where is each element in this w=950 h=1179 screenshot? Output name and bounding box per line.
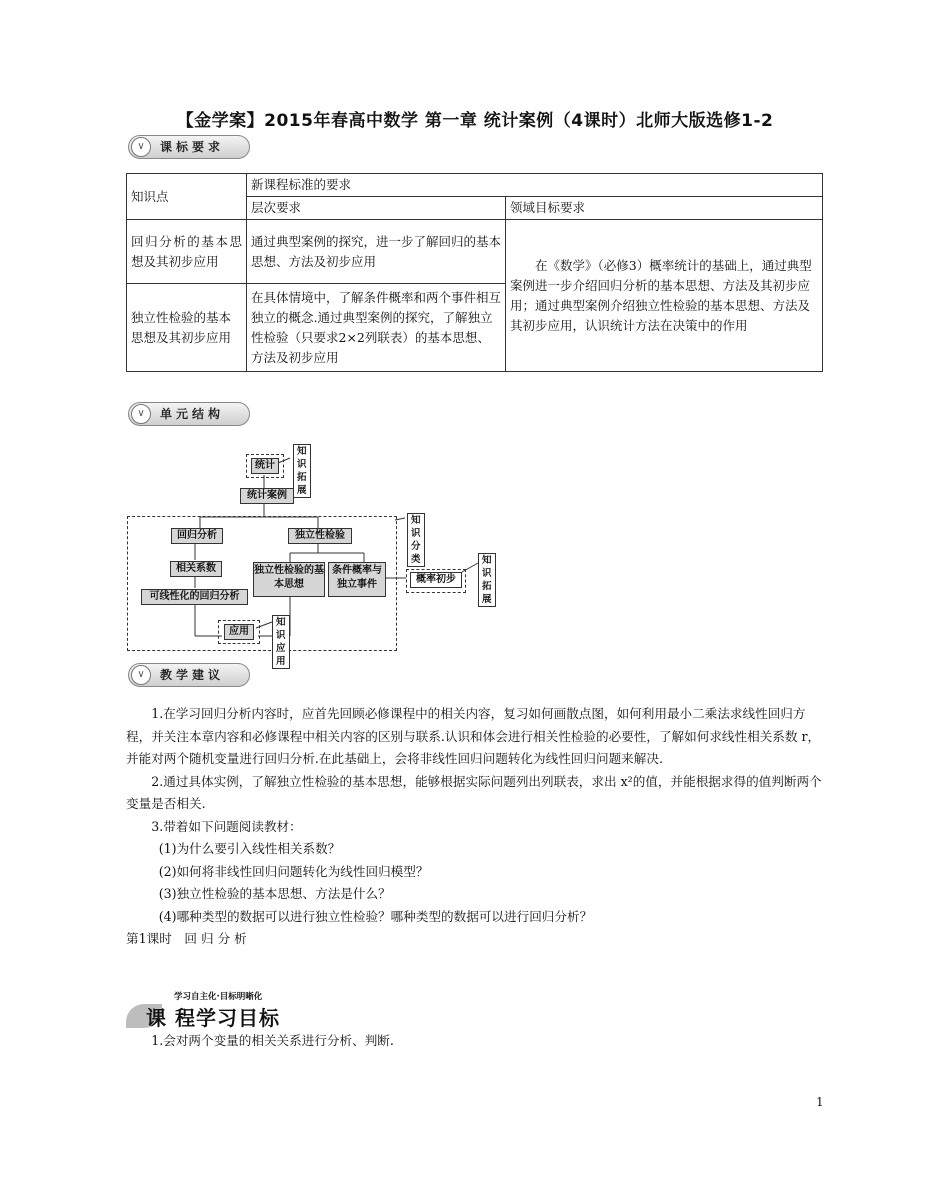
node-xiangguan: 相关系数: [170, 561, 222, 577]
chevron-down-icon: ∨: [131, 404, 151, 424]
tag-knowledge-extension-2: 知识拓展: [478, 553, 496, 607]
tag-knowledge-application: 知识应用: [272, 615, 290, 669]
question-2: (2)如何将非线性回归问题转化为线性回归模型？: [158, 863, 429, 879]
question-4: (4)哪种类型的数据可以进行独立性检验？哪种类型的数据可以进行回归分析？: [158, 908, 593, 924]
section-banner-kebiao: ∨ 课标要求: [128, 135, 250, 159]
table-cell-point-2: 独立性检验的基本思想及其初步应用: [127, 284, 247, 372]
node-tiaojian: 条件概率与独立事件: [328, 562, 386, 597]
node-duli-sixiang: 独立性检验的基本思想: [253, 562, 325, 597]
table-cell-domain-goal: 在《数学》（必修3）概率统计的基础上，通过典型案例进一步介绍回归分析的基本思想、方法及其初步应用；通过典型案例介绍独立性检验的基本思想、方法及其初步应用，认识统计方法在决策中的作用: [506, 220, 823, 372]
table-header-point: 知识点: [127, 174, 247, 220]
section-banner-jiaoxue: ∨ 教学建议: [128, 663, 250, 687]
node-kexianxing: 可线性化的回归分析: [141, 589, 248, 605]
question-3: (3)独立性检验的基本思想、方法是什么？: [158, 886, 391, 901]
chevron-down-icon: ∨: [131, 665, 151, 685]
node-tongji-anli: 统计案例: [240, 488, 294, 504]
goal-1: 1.会对两个变量的相关关系进行分析、判断.: [151, 1033, 394, 1048]
learning-goals-banner: 学习自主化·目标明晰化 课 程学习目标: [126, 990, 296, 1032]
node-gailv: 概率初步: [410, 572, 462, 588]
suggestion-3: 3.带着如下问题阅读教材：: [151, 818, 302, 834]
table-header-level: 层次要求: [247, 197, 506, 220]
table-header-group: 新课程标准的要求: [247, 174, 823, 197]
table-header-domain: 领域目标要求: [506, 197, 823, 220]
node-duli: 独立性检验: [288, 528, 352, 544]
section-banner-danyuan: ∨ 单元结构: [128, 402, 250, 426]
lesson-heading: 第1课时 回 归 分 析: [126, 931, 247, 946]
table-cell-level-2: 在具体情境中，了解条件概率和两个事件相互独立的概念.通过典型案例的探究，了解独立性检验（只要求2×2列联表）的基本思想、方法及初步应用: [247, 284, 506, 372]
page-number: 1: [816, 1095, 824, 1109]
table-cell-point-1: 回归分析的基本思想及其初步应用: [127, 220, 247, 284]
chevron-down-icon: ∨: [131, 137, 151, 157]
teaching-suggestions: [126, 703, 826, 951]
node-huigui: 回归分析: [171, 528, 223, 544]
tag-knowledge-extension-1: 知识拓展: [293, 444, 311, 498]
suggestion-2: 2.通过具体实例，了解独立性检验的基本思想，能够根据实际问题列出列联表，求出 x²的值，并能根据求得的值判断两个变量是否相关.: [126, 773, 822, 811]
document-title: 【金学案】2015年春高中数学 第一章 统计案例（4课时）北师大版选修1-2: [176, 111, 774, 131]
node-tongji: 统计: [251, 458, 279, 474]
suggestion-1: 1.在学习回归分析内容时，应首先回顾必修课程中的相关内容，复习如何画散点图，如何利用最小二乘法求线性回归方程，并关注本章内容和必修课程中相关内容的区别与联系.认识和体会进行相关性检验的必要性，了解如何求线性相关系数 r，并能对两个随机变量进行回归分析.在此基础上，会将非线性回归问题转化为线性回归问题来解决.: [126, 706, 821, 766]
question-1: (1)为什么要引入线性相关系数？: [158, 841, 341, 856]
learning-goals: [126, 1030, 826, 1053]
node-yingyong: 应用: [224, 624, 254, 640]
table-cell-level-1: 通过典型案例的探究，进一步了解回归的基本思想、方法及初步应用: [247, 220, 506, 284]
tag-knowledge-classification: 知识分类: [407, 513, 425, 567]
